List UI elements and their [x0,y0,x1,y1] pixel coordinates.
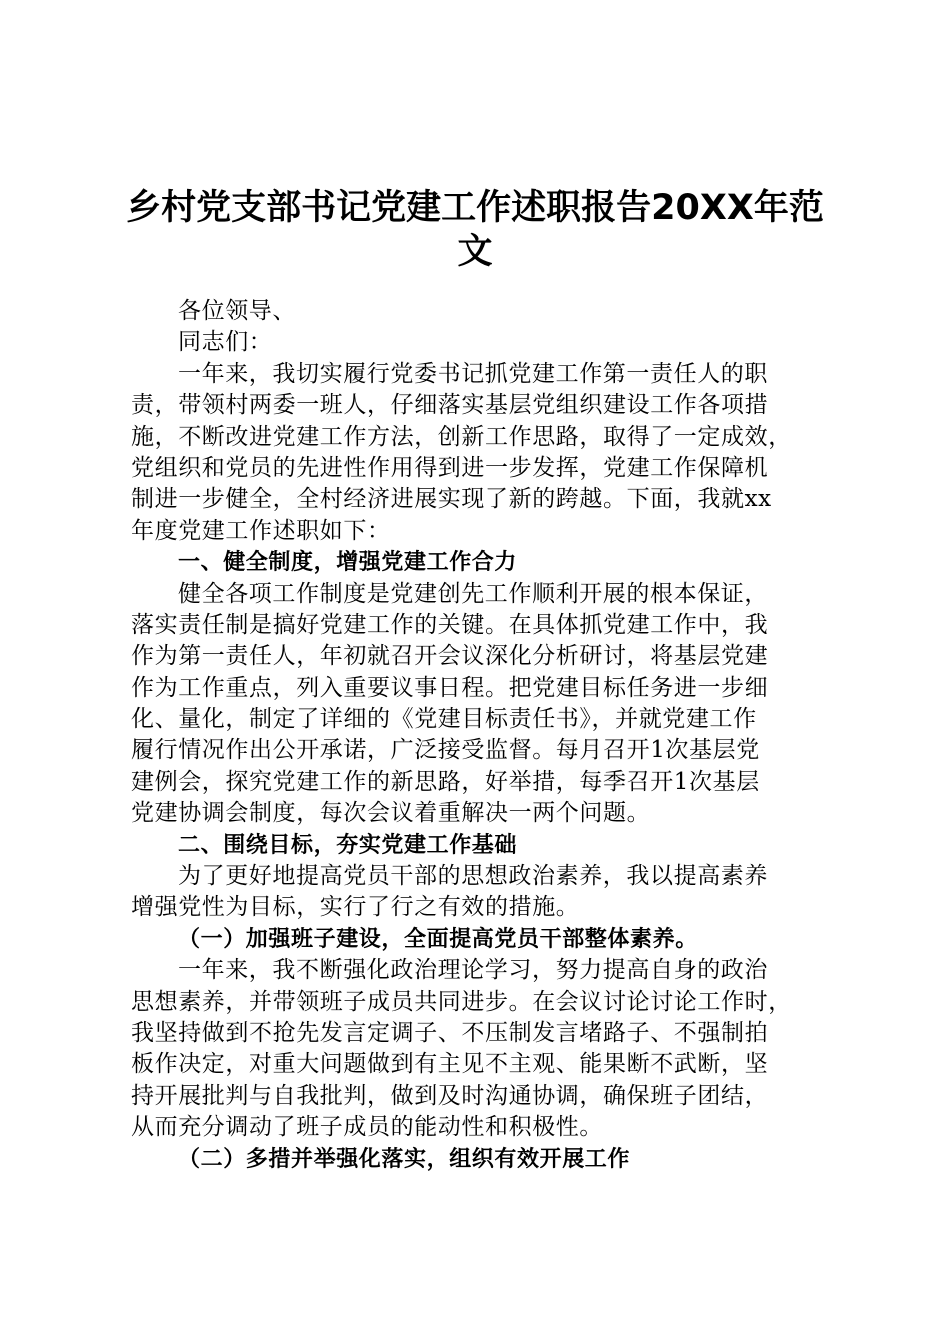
paragraph-line: 板作决定，对重大问题做到有主见不主观、能果断不武断，坚 [131,1051,769,1078]
paragraph-line: 建例会，探究党建工作的新思路，好举措，每季召开1次基层 [131,768,760,795]
paragraph-line: 健全各项工作制度是党建创先工作顺利开展的根本保证， [178,580,768,607]
paragraph-line: 党建协调会制度，每次会议着重解决一两个问题。 [131,800,651,827]
section-heading: 二、围绕目标，夯实党建工作基础 [178,832,518,858]
document-title-line-2: 文 [457,232,493,272]
paragraph-line: 一年来，我切实履行党委书记抓党建工作第一责任人的职 [178,360,768,387]
paragraph-line: 施，不断改进党建工作方法，创新工作思路，取得了一定成效， [131,423,792,450]
paragraph-line: 制进一步健全，全村经济进展实现了新的跨越。下面，我就xx [131,486,772,513]
paragraph-line: 年度党建工作述职如下： [131,517,391,544]
paragraph-line: 作为工作重点，列入重要议事日程。把党建目标任务进一步细 [131,674,769,701]
paragraph-line: 作为第一责任人，年初就召开会议深化分析研讨，将基层党建 [131,643,769,670]
subsection-heading: （一）加强班子建设，全面提高党员干部整体素养。 [178,926,698,952]
paragraph-line: 落实责任制是搞好党建工作的关键。在具体抓党建工作中，我 [131,611,769,638]
paragraph-line: 持开展批判与自我批判，做到及时沟通协调，确保班子团结， [131,1082,769,1109]
salutation-line: 各位领导、 [178,298,296,324]
section-heading: 一、健全制度，增强党建工作合力 [178,550,518,576]
paragraph-line: 为了更好地提高党员干部的思想政治素养，我以提高素养 [178,863,768,890]
subsection-heading: （二）多措并举强化落实，组织有效开展工作 [178,1146,631,1172]
paragraph-line: 从而充分调动了班子成员的能动性和积极性。 [131,1114,603,1141]
paragraph-line: 化、量化，制定了详细的《党建目标责任书》，并就党建工作 [131,706,757,733]
document-title-line-1: 乡村党支部书记党建工作述职报告20XX年范 [126,188,824,228]
salutation-line: 同志们： [178,329,273,356]
document-body [131,296,831,1175]
paragraph-line: 我坚持做到不抢先发言定调子、不压制发言堵路子、不强制拍 [131,1019,769,1046]
paragraph-line: 思想素养，并带领班子成员共同进步。在会议讨论讨论工作时， [131,988,792,1015]
paragraph-line: 增强党性为目标，实行了行之有效的措施。 [131,894,580,921]
paragraph-line: 党组织和党员的先进性作用得到进一步发挥，党建工作保障机 [131,454,769,481]
paragraph-line: 一年来，我不断强化政治理论学习，努力提高自身的政治 [178,957,768,984]
paragraph-line: 履行情况作出公开承诺，广泛接受监督。每月召开1次基层党 [131,737,760,764]
paragraph-line: 责，带领村两委一班人，仔细落实基层党组织建设工作各项措 [131,392,769,419]
